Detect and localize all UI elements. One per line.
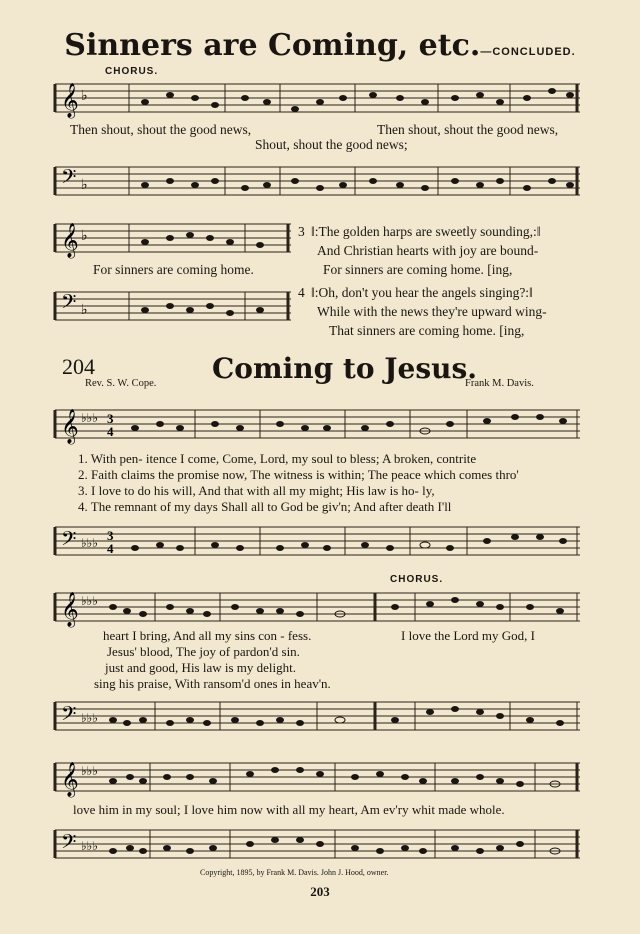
svg-text:𝄢: 𝄢 [61, 165, 77, 193]
bass-staff [55, 690, 585, 740]
page-title [0, 28, 640, 63]
bass-staff [55, 280, 295, 330]
svg-text:𝄞: 𝄞 [61, 409, 79, 444]
svg-text:♭♭♭: ♭♭♭ [81, 411, 98, 425]
copyright: Copyright, 1895, by Frank M. Davis. John J. Hood, owner. [200, 868, 389, 877]
title-suffix: —CONCLUDED. [480, 46, 576, 58]
verse-lines-1 [78, 451, 519, 515]
verse-line: 4. The remnant of my days Shall all to God be giv'n; And after death I'll [78, 499, 452, 514]
svg-text:♭♭♭: ♭♭♭ [81, 839, 98, 853]
stanza-number: 3 [298, 224, 305, 239]
verse-line: just and good, His law is my delight. [105, 660, 297, 675]
svg-text:𝄞: 𝄞 [61, 762, 79, 797]
stanza-line: While with the news they're upward wing- [317, 304, 547, 319]
svg-text:𝄞: 𝄞 [61, 592, 79, 627]
hymn-title: Coming to Jesus. [212, 352, 477, 385]
svg-text:𝄢: 𝄢 [61, 290, 77, 318]
svg-text:♭: ♭ [81, 89, 88, 104]
svg-text:𝄢: 𝄢 [61, 830, 77, 858]
chorus-label: CHORUS. [105, 66, 159, 77]
svg-text:4: 4 [107, 541, 114, 556]
lyric-line: Shout, shout the good news; [255, 137, 408, 152]
bass-staff [55, 155, 585, 205]
verse-line: 2. Faith claims the promise now, The witness is within; The peace which comes thro' [78, 467, 519, 482]
svg-text:3: 3 [107, 528, 114, 543]
svg-text:♭♭♭: ♭♭♭ [81, 536, 98, 550]
composer-credit: Frank M. Davis. [465, 378, 534, 389]
stanza-3 [311, 222, 541, 279]
stanza-line: ‖:Oh, don't you hear the angels singing?:‖ [311, 285, 533, 300]
author-credit: Rev. S. W. Cope. [85, 378, 157, 389]
stanza-line: That sinners are coming home. [ing, [329, 323, 525, 338]
stanza-line: ‖:The golden harps are sweetly sounding,:‖ [311, 224, 541, 239]
svg-text:𝄞: 𝄞 [61, 83, 79, 118]
treble-staff [55, 755, 585, 799]
chorus-label: CHORUS. [390, 574, 444, 585]
chorus-lyric: love him in my soul; I love him now with all my heart, Am ev'ry whit made whole. [73, 802, 505, 817]
hymn-number: 204 [62, 354, 95, 379]
stanza-line: And Christian hearts with joy are bound- [317, 243, 539, 258]
verse-line: sing his praise, With ransom'd ones in heav'n. [94, 676, 331, 691]
lyric-line: For sinners are coming home. [93, 262, 254, 277]
svg-text:♭♭♭: ♭♭♭ [81, 764, 98, 778]
bass-staff [55, 818, 585, 868]
verse-line: 3. I love to do his will, And that with all my might; His law is ho- ly, [78, 483, 435, 498]
svg-text:𝄢: 𝄢 [61, 702, 77, 730]
treble-staff [55, 218, 295, 258]
treble-staff [55, 402, 585, 446]
bass-staff [55, 515, 585, 565]
stanza-number: 4 [298, 285, 305, 300]
stanza-line: For sinners are coming home. [ing, [323, 262, 513, 277]
treble-staff [55, 78, 585, 118]
stanza-4 [311, 283, 547, 340]
treble-staff [55, 585, 585, 629]
svg-text:3: 3 [107, 411, 114, 426]
svg-text:♭: ♭ [81, 178, 88, 193]
svg-text:♭: ♭ [81, 229, 88, 244]
lyric-line: Then shout, shout the good news, [377, 122, 559, 137]
hymn-title: Sinners are Coming, etc. [64, 28, 481, 63]
svg-text:♭♭♭: ♭♭♭ [81, 711, 98, 725]
verse-lines-2 [94, 628, 331, 692]
svg-text:4: 4 [107, 424, 114, 439]
chorus-lyric: I love the Lord my God, I [401, 628, 535, 643]
lyric-line: Then shout, shout the good news, [70, 122, 252, 137]
verse-line: 1. With pen- itence I come, Come, Lord, my soul to bless; A broken, contrite [78, 451, 477, 466]
svg-text:𝄞: 𝄞 [61, 223, 79, 258]
svg-text:♭: ♭ [81, 303, 88, 318]
page-number: 203 [310, 884, 330, 899]
svg-text:𝄢: 𝄢 [61, 527, 77, 555]
verse-line: Jesus' blood, The joy of pardon'd sin. [107, 644, 300, 659]
verse-line: heart I bring, And all my sins con - fess. [103, 628, 312, 643]
svg-text:♭♭♭: ♭♭♭ [81, 594, 98, 608]
